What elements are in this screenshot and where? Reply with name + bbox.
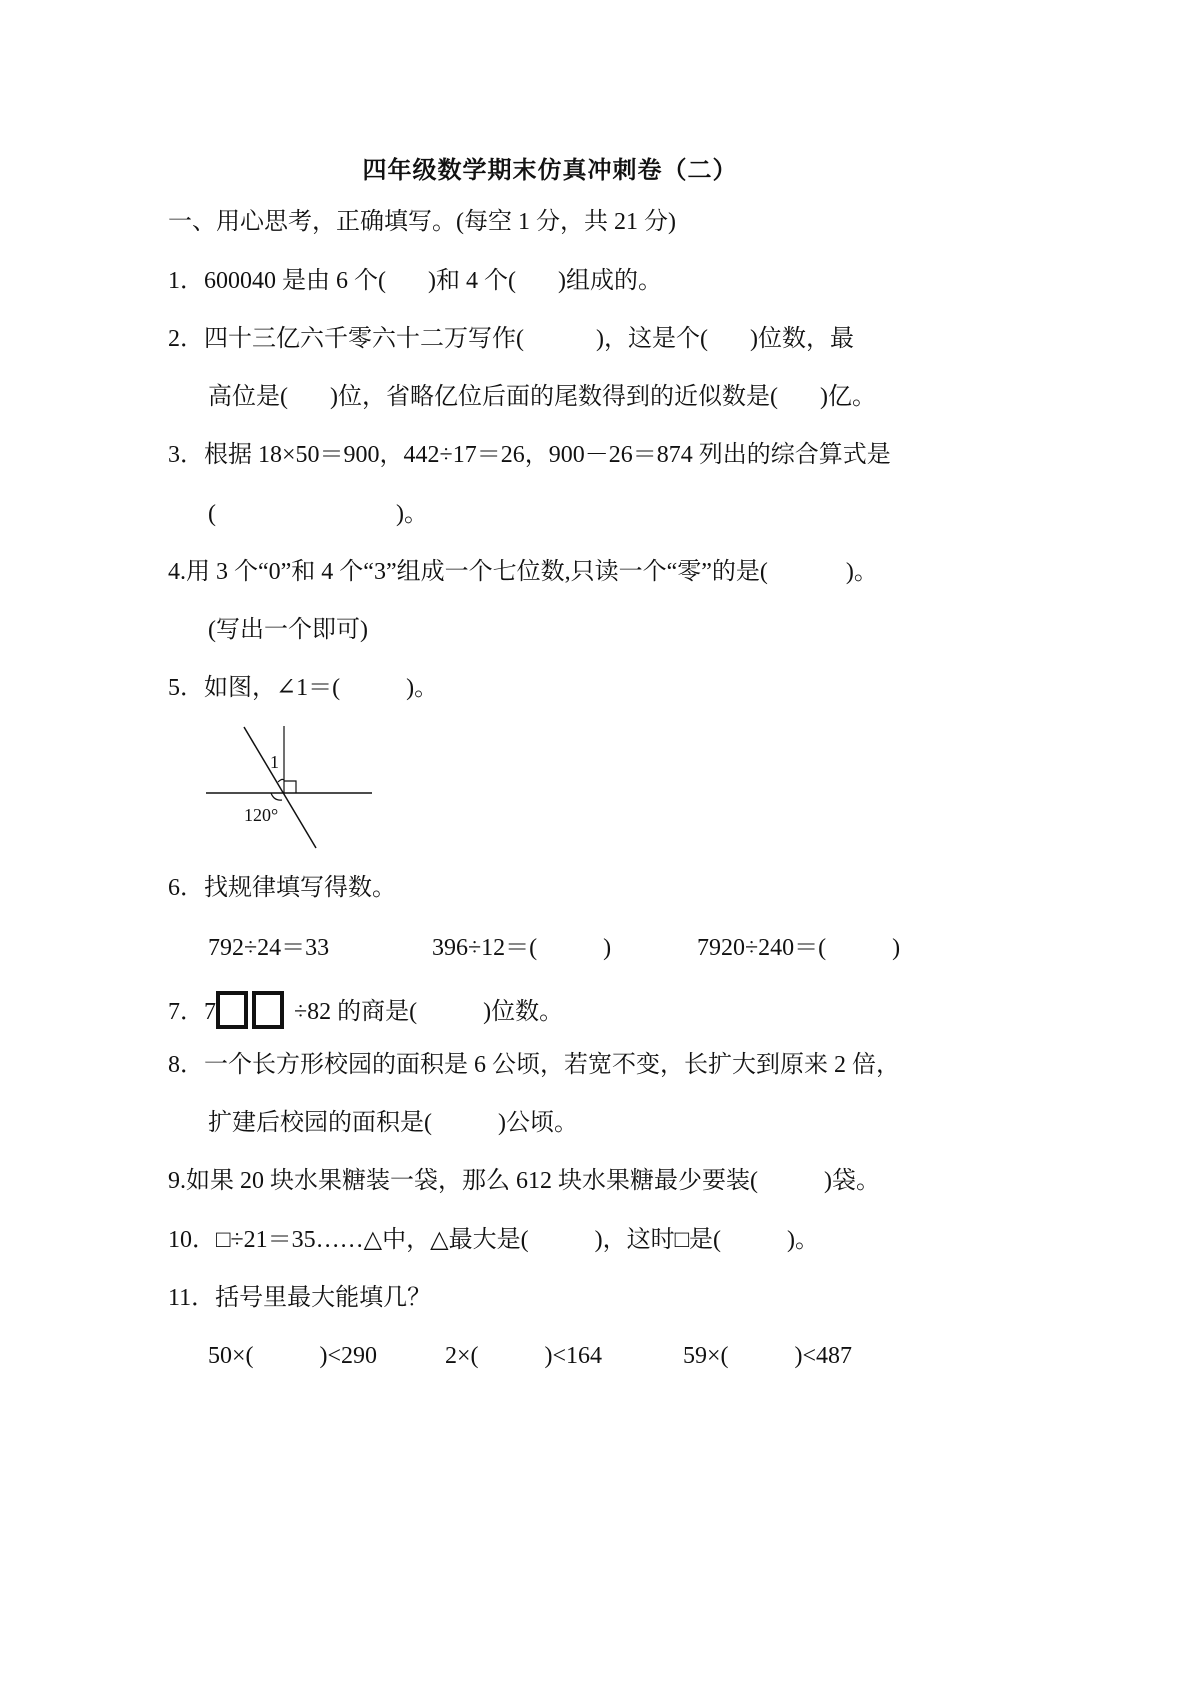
question-2-line1: 2．四十三亿六千零六十二万写作( )，这是个( )位数，最 bbox=[168, 326, 854, 352]
section-heading: 一、用心思考，正确填写。(每空 1 分，共 21 分) bbox=[168, 209, 676, 235]
q11-item: 59×( )<487 bbox=[683, 1343, 853, 1369]
question-4-line2: (写出一个即可) bbox=[208, 617, 368, 643]
question-6: 6．找规律填写得数。 bbox=[168, 875, 396, 901]
digit-box bbox=[252, 991, 284, 1029]
question-10: 10．□÷21＝35……△中，△最大是( )，这时□是( )。 bbox=[168, 1227, 820, 1253]
question-1: 1．600040 是由 6 个( )和 4 个( )组成的。 bbox=[168, 268, 662, 294]
q7-number: 7． bbox=[168, 999, 204, 1025]
digit-box bbox=[216, 991, 248, 1029]
question-11: 11．括号里最大能填几？ bbox=[168, 1285, 432, 1311]
q6-item: 7920÷240＝( ) bbox=[697, 935, 901, 961]
question-3-line2: ( )。 bbox=[208, 501, 428, 527]
angle120-label: 120° bbox=[244, 805, 279, 825]
q11-item: 50×( )<290 bbox=[208, 1343, 378, 1369]
angle-figure bbox=[200, 720, 380, 855]
question-4-line1: 4.用 3 个“0”和 4 个“3”组成一个七位数,只读一个“零”的是( )。 bbox=[168, 559, 878, 585]
question-9: 9.如果 20 块水果糖装一袋，那么 612 块水果糖最少要装( )袋。 bbox=[168, 1168, 880, 1194]
angle120-arc bbox=[271, 793, 282, 800]
question-3-line1: 3．根据 18×50＝900，442÷17＝26，900－26＝874 列出的综合算式是 bbox=[168, 442, 891, 468]
page-title: 四年级数学期末仿真冲刺卷（二） bbox=[362, 158, 738, 184]
slanted-line bbox=[244, 727, 316, 848]
q7-lead-digit: 7 bbox=[204, 999, 216, 1025]
question-5: 5．如图，∠1＝( )。 bbox=[168, 675, 439, 701]
right-angle-mark bbox=[284, 781, 296, 793]
angle1-arc bbox=[278, 779, 284, 782]
angle1-label: 1 bbox=[270, 752, 279, 772]
q6-item: 792÷24＝33 bbox=[208, 935, 330, 961]
question-7 bbox=[168, 991, 563, 1029]
question-8-line2: 扩建后校园的面积是( )公顷。 bbox=[208, 1110, 578, 1136]
question-8-line1: 8．一个长方形校园的面积是 6 公顷，若宽不变，长扩大到原来 2 倍， bbox=[168, 1052, 900, 1078]
q6-item: 396÷12＝( ) bbox=[432, 935, 612, 961]
q7-rest: ÷82 的商是( )位数。 bbox=[294, 999, 564, 1025]
q11-item: 2×( )<164 bbox=[445, 1343, 603, 1369]
question-2-line2: 高位是( )位，省略亿位后面的尾数得到的近似数是( )亿。 bbox=[208, 384, 876, 410]
